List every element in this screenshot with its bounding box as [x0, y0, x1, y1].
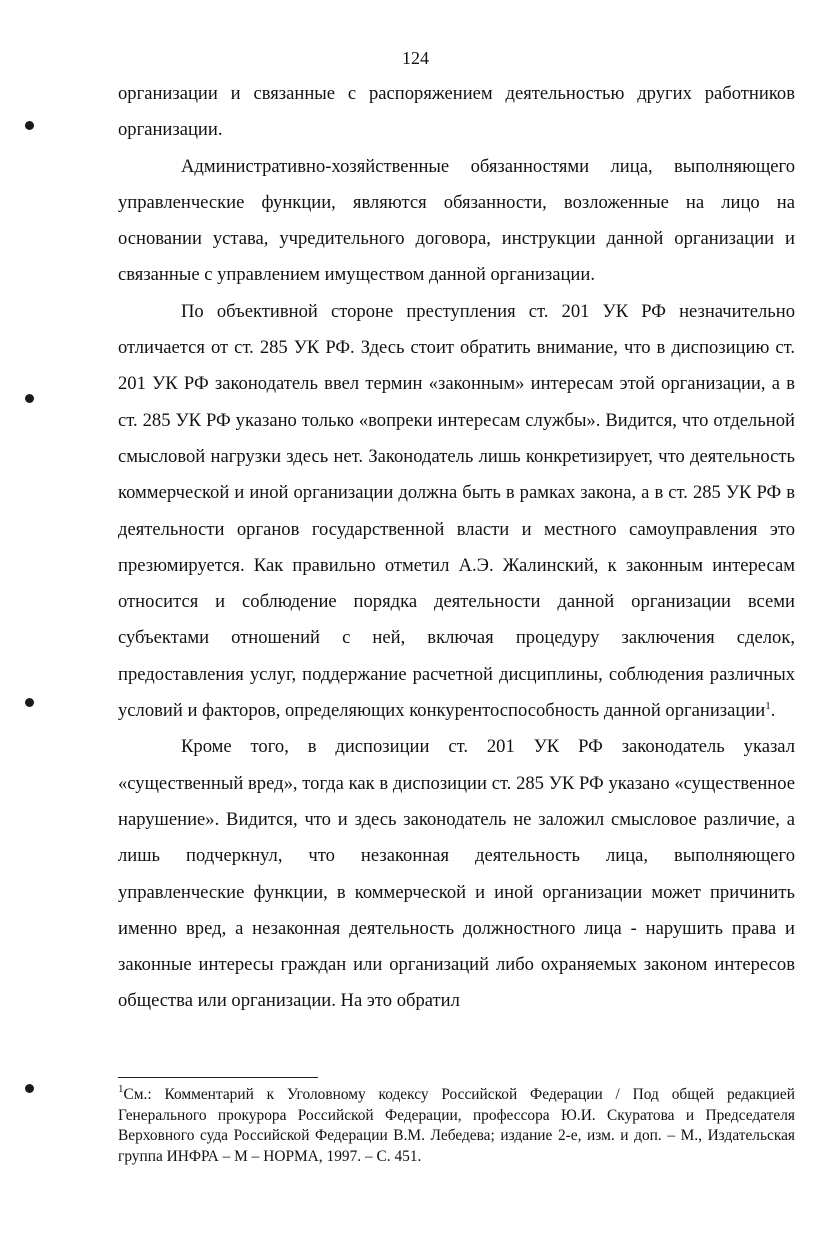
body-text — [118, 76, 795, 1020]
sentence-end: . — [770, 700, 776, 722]
footnote-reference[interactable]: 1 — [765, 700, 771, 713]
paragraph: Административно-хозяйственные обязанностями лица, выполняющего управленческие функции, являются обязанности, возложенные на лицо на основании устава, учредительного договора, инструкции данной организации и связанные с управлением имуществом данной организации. — [118, 155, 795, 286]
paragraph — [118, 294, 795, 730]
binding-hole-mark — [25, 1084, 34, 1093]
binding-hole-mark — [25, 394, 34, 403]
paragraph-text: По объективной стороне преступления ст. 201 УК РФ незначительно отличается от ст. 285 УК РФ. Здесь стоит обратить внимание, что в диспозицию ст. 201 УК РФ законодатель ввел термин «законным» интересам этой организации, а в ст. 285 УК РФ указано только «вопреки интересам службы». Видится, что отдельной смысловой нагрузки здесь нет. Законодатель лишь конкретизирует, что деятельность коммерческой и иной организации должна быть в рамках закона, а в ст. 285 УК РФ в деятельности органов государственной власти и местного самоуправления это презюмируется. Как правильно отметил А.Э. Жалинский, к законным интересам относится и соблюдение порядка деятельности данной организации всеми субъектами отношений с ней, включая процедуру заключения сделок, предоставления услуг, поддержание расчетной дисциплины, соблюдения различных условий и факторов, определяющих конкурентоспособность данной организации — [118, 300, 795, 722]
footnote-separator — [118, 1077, 318, 1078]
paragraph: организации и связанные с распоряжением деятельностью других работников организации. — [118, 83, 795, 141]
paragraph: Кроме того, в диспозиции ст. 201 УК РФ законодатель указал «существенный вред», тогда как в диспозиции ст. 285 УК РФ указано «существенное нарушение». Видится, что и здесь законодатель не заложил смысловое различие, а лишь подчеркнул, что незаконная деятельность лица, выполняющего управленческие функции, в коммерческой и иной организации может причинить именно вред, а незаконная деятельность должностного лица - нарушить права и законные интересы граждан или организаций либо охраняемых законом интересов общества или организации. На это обратил — [118, 736, 795, 1012]
binding-hole-mark — [25, 121, 34, 130]
footnote — [118, 1085, 795, 1167]
binding-hole-mark — [25, 698, 34, 707]
page-number: 124 — [402, 48, 429, 68]
footnote-text: См.: Комментарий к Уголовному кодексу Российской Федерации / Под общей редакцией Генерального прокурора Российской Федерации, профессора Ю.И. Скуратова и Председателя Верховного суда Российской Федерации В.М. Лебедева; издание 2-е, изм. и доп. – М., Издательская группа ИНФРА – М – НОРМА, 1997. – С. 451. — [118, 1086, 795, 1165]
footnote-marker: 1 — [118, 1083, 124, 1095]
